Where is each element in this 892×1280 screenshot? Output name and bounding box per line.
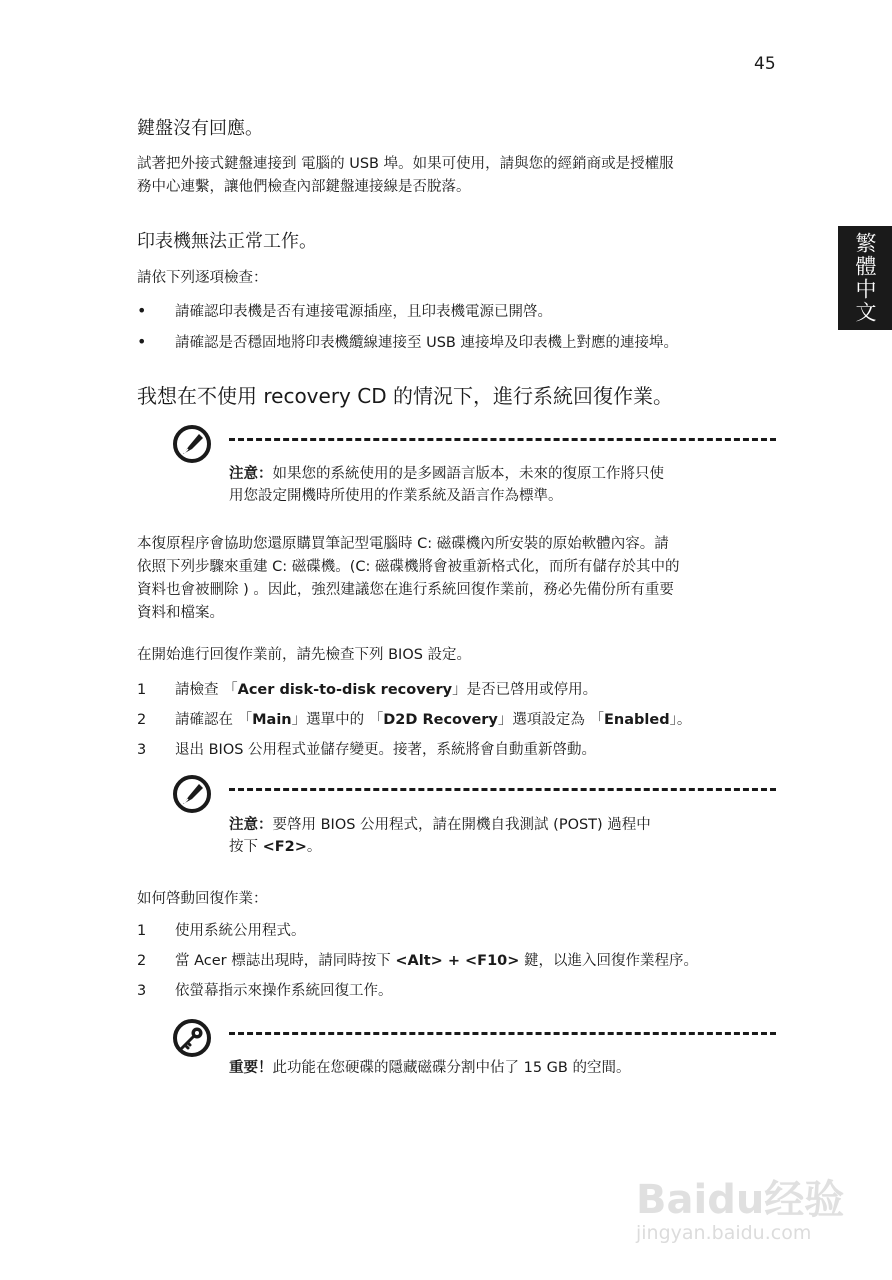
note-text-line: 要啓用 BIOS 公用程式，請在開機自我測試 (POST) 過程中	[272, 817, 651, 833]
step-number: 3	[137, 983, 147, 999]
keyboard-body-line: 務中心連繫，讓他們檢查內部鍵盤連接線是否脫落。	[137, 179, 471, 195]
important-note	[229, 1057, 759, 1079]
pen-note-icon	[172, 424, 212, 464]
important-text: 此功能在您硬碟的隱藏磁碟分割中佔了 15 GB 的空間。	[272, 1060, 631, 1076]
step-text: 當 Acer 標誌出現時，請同時按下	[175, 953, 396, 969]
step-number: 2	[137, 712, 147, 728]
bios-intro: 在開始進行回復作業前，請先檢查下列 BIOS 設定。	[137, 647, 472, 663]
watermark-url: jingyan.baidu.com	[636, 1222, 812, 1244]
keyboard-body-line: 試著把外接式鍵盤連接到 電腦的 USB 埠。如果可使用，請與您的經銷商或是授權服	[137, 156, 674, 172]
note-text-line: 按下	[229, 839, 263, 855]
important-label: 重要！	[229, 1060, 273, 1076]
step-number: 2	[137, 953, 147, 969]
bios-step	[137, 708, 691, 729]
step-text: 鍵，以進入回復作業程序。	[519, 953, 699, 969]
baidu-watermark	[636, 1148, 846, 1268]
bullet-dot: •	[137, 332, 147, 351]
printer-bullet	[137, 300, 552, 321]
key-label: <F2>	[262, 839, 307, 855]
paragraph-line: 資料也會被刪除 ) 。因此，強烈建議您在進行系統回復作業前，務必先備份所有重要	[137, 582, 674, 598]
step-text: 」。	[669, 712, 692, 728]
step-text: 」選單中的 「	[291, 712, 384, 728]
recovery-heading: 我想在不使用 recovery CD 的情況下，進行系統回復作業。	[137, 384, 673, 408]
recovery-paragraph	[137, 533, 777, 625]
step-bold: Main	[252, 712, 292, 728]
step-text: 」選項設定為 「	[497, 712, 604, 728]
language-tab-label: 繁體中文	[853, 232, 877, 324]
note-label: 注意：	[229, 817, 273, 833]
step-text: 依螢幕指示來操作系統回復工作。	[175, 983, 393, 999]
step-text: 請確認在 「	[175, 712, 253, 728]
key-important-icon	[172, 1018, 212, 1058]
note-divider	[229, 1032, 776, 1035]
how-step	[137, 919, 306, 940]
step-text: 使用系統公用程式。	[175, 923, 306, 939]
watermark-brand: Baidu经验	[636, 1177, 845, 1223]
printer-heading: 印表機無法正常工作。	[137, 231, 317, 252]
note-text-line: 用您設定開機時所使用的作業系統及語言作為標準。	[229, 488, 563, 504]
paragraph-line: 依照下列步驟來重建 C: 磁碟機。(C: 磁碟機將會被重新格式化，而所有儲存於其中的	[137, 559, 680, 575]
bios-step	[137, 738, 596, 759]
step-text: 退出 BIOS 公用程式並儲存變更。接著，系統將會自動重新啓動。	[175, 742, 597, 758]
printer-bullet-text: 請確認是否穩固地將印表機纜線連接至 USB 連接埠及印表機上對應的連接埠。	[175, 335, 678, 351]
note-divider	[229, 788, 776, 791]
step-bold: Acer disk-to-disk recovery	[237, 682, 453, 698]
printer-bullet-text: 請確認印表機是否有連接電源插座，且印表機電源已開啓。	[175, 304, 552, 320]
step-bold: Enabled	[604, 712, 670, 728]
note-text-line: 。	[306, 839, 322, 855]
paragraph-line: 本復原程序會協助您還原購買筆記型電腦時 C: 磁碟機內所安裝的原始軟體內容。請	[137, 536, 669, 552]
step-bold: D2D Recovery	[383, 712, 498, 728]
step-text: 請檢查 「	[175, 682, 238, 698]
page-number: 45	[754, 54, 776, 74]
paragraph-line: 資料和檔案。	[137, 605, 224, 621]
keyboard-body	[137, 153, 777, 199]
note-text-line: 如果您的系統使用的是多國語言版本，未來的復原工作將只使	[272, 466, 664, 482]
how-step	[137, 949, 698, 970]
step-text: 」是否已啓用或停用。	[452, 682, 598, 698]
bios-step	[137, 678, 597, 699]
step-bold: <Alt> + <F10>	[395, 953, 520, 969]
step-number: 1	[137, 923, 147, 939]
step-number: 1	[137, 682, 147, 698]
step-number: 3	[137, 742, 147, 758]
pen-note-icon	[172, 774, 212, 814]
printer-intro: 請依下列逐項檢查：	[137, 270, 268, 286]
how-intro: 如何啓動回復作業：	[137, 891, 268, 907]
keyboard-heading: 鍵盤沒有回應。	[137, 118, 263, 139]
how-step	[137, 979, 393, 1000]
language-tab	[838, 226, 892, 330]
note-divider	[229, 438, 776, 441]
note-2	[229, 814, 759, 858]
note-label: 注意：	[229, 466, 273, 482]
bullet-dot: •	[137, 301, 147, 320]
printer-bullet	[137, 331, 678, 352]
note-1	[229, 463, 759, 507]
